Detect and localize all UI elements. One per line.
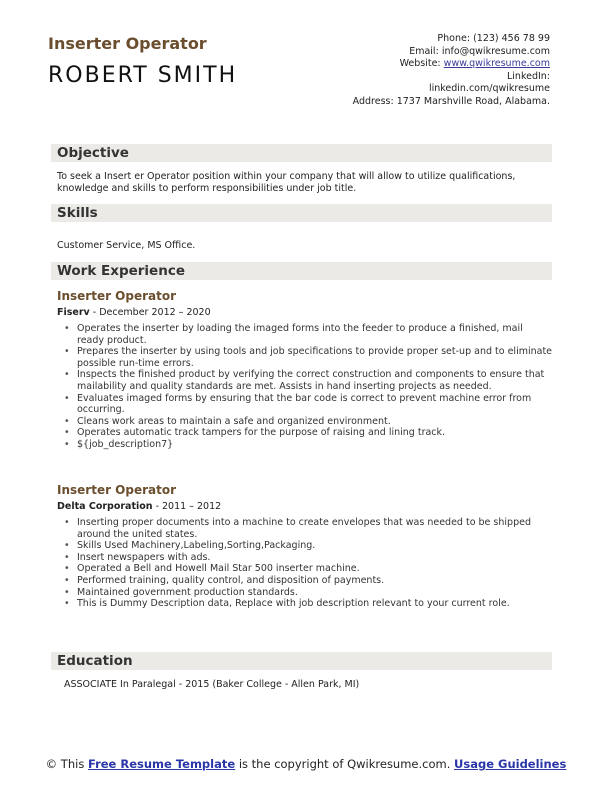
person-name: ROBERT SMITH [48, 63, 238, 88]
website-label: Website: [399, 58, 441, 70]
list-item: • Cleans work areas to maintain a safe and organized environment. [57, 416, 552, 428]
experience-1-company: Fiserv [57, 307, 90, 318]
section-education [51, 652, 552, 670]
contact-email [310, 46, 550, 59]
footer-middle: is the copyright of Qwikresume.com. [235, 757, 455, 771]
list-item: • This is Dummy Description data, Replace with job description relevant to your current role. [57, 598, 552, 610]
section-education-title: Education [57, 653, 133, 669]
list-item: • Prepares the inserter by using tools and job specifications to provide proper set-up and to eliminate possible run-time errors. [57, 346, 552, 369]
experience-1-title: Inserter Operator [57, 289, 177, 303]
phone-value: (123) 456 78 99 [473, 33, 550, 44]
list-item: • ${job_description7} [57, 439, 552, 451]
list-item: • Inspects the finished product by verifying the correct construction and components to ensure that mailability and quality standards are met. Assists in hand inserting projects as needed. [57, 369, 552, 392]
experience-1-dates: - December 2012 – 2020 [89, 307, 211, 318]
address-value: 1737 Marshville Road, Alabama. [396, 95, 550, 107]
address-label: Address: [352, 95, 394, 107]
list-item: • Performed training, quality control, and disposition of payments. [57, 575, 552, 587]
education-text: ASSOCIATE In Paralegal - 2015 (Baker College - Allen Park, MI) [64, 679, 360, 690]
list-item: • Skills Used Machinery,Labeling,Sorting,Packaging. [57, 540, 552, 552]
email-value: info@qwikresume.com [441, 45, 550, 57]
experience-1-company-line [57, 307, 211, 318]
skills-text: Customer Service, MS Office. [57, 240, 196, 251]
experience-1-bullets [57, 323, 552, 451]
section-objective [51, 144, 552, 162]
experience-2-title: Inserter Operator [57, 483, 177, 497]
list-item: • Operated a Bell and Howell Mail Star 500 inserter machine. [57, 563, 552, 575]
phone-label: Phone: [437, 33, 471, 44]
experience-2-bullets [57, 517, 552, 610]
contact-phone [310, 33, 550, 46]
experience-2-company-line [57, 501, 221, 512]
contact-block [310, 33, 550, 109]
contact-address [310, 96, 550, 109]
list-item: • Operates automatic track tampers for the purpose of raising and lining track. [57, 427, 552, 439]
list-item: • Inserting proper documents into a machine to create envelopes that was needed to be shipped around the united states. [57, 517, 552, 540]
section-work-experience [51, 262, 552, 280]
experience-2-dates: - 2011 – 2012 [152, 501, 222, 512]
section-objective-title: Objective [57, 145, 129, 161]
usage-guidelines-link[interactable]: Usage Guidelines [454, 757, 567, 771]
free-resume-template-link[interactable]: Free Resume Template [87, 757, 236, 771]
website-link[interactable]: www.qwikresume.com [443, 58, 550, 70]
section-skills-title: Skills [57, 205, 98, 221]
list-item: • Maintained government production standards. [57, 587, 552, 599]
section-work-title: Work Experience [57, 263, 185, 279]
footer-prefix: © This [45, 757, 88, 771]
header-job-title: Inserter Operator [48, 34, 207, 53]
contact-linkedin-value: linkedin.com/qwikresume [428, 83, 550, 95]
list-item: • Operates the inserter by loading the imaged forms into the feeder to produce a finished, mail ready product. [57, 323, 552, 346]
experience-2-company: Delta Corporation [57, 501, 153, 512]
list-item: • Evaluates imaged forms by ensuring that the bar code is correct to prevent machine error from occurring. [57, 393, 552, 416]
list-item: • Insert newspapers with ads. [57, 552, 552, 564]
email-label: Email: [409, 45, 439, 57]
contact-linkedin-label: LinkedIn: [506, 70, 550, 82]
copyright-footer [0, 757, 612, 771]
objective-text: To seek a Insert er Operator position within your company that will allow to utilize qualifications, knowledge and skills to perform responsibilities under job title. [57, 171, 516, 194]
contact-website [310, 58, 550, 71]
section-skills [51, 204, 552, 222]
